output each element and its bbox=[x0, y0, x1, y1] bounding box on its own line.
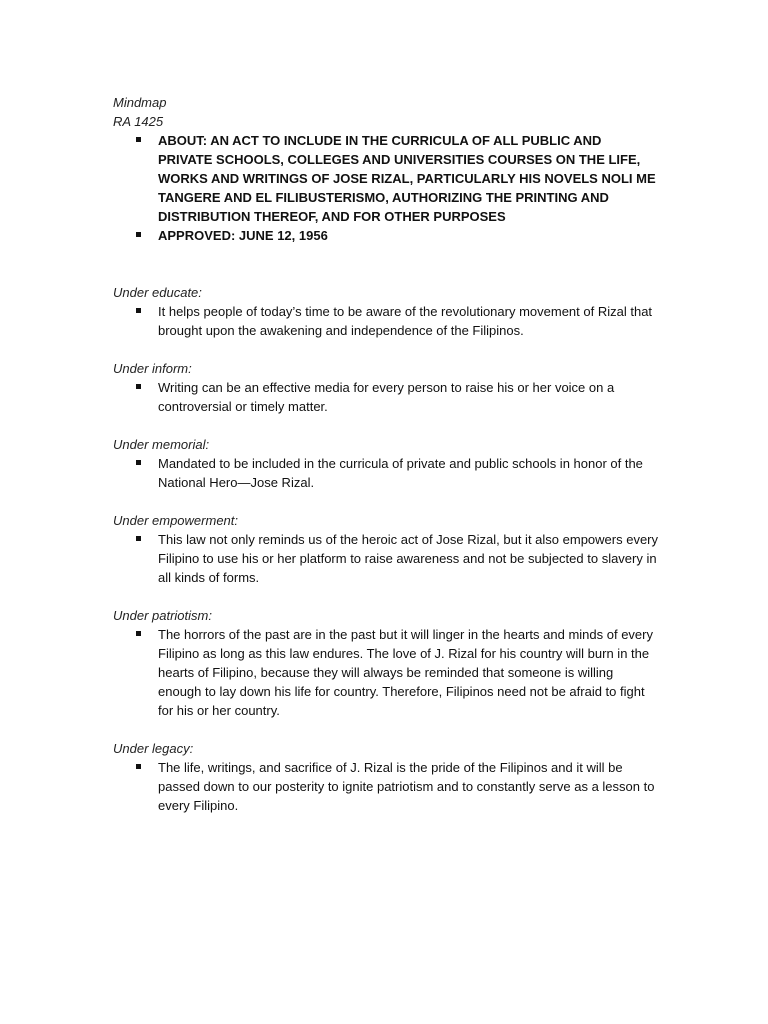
bullet-square-icon bbox=[136, 384, 141, 389]
section-heading-inform: Under inform: bbox=[113, 361, 192, 376]
section-text-legacy: The life, writings, and sacrifice of J. Rizal is the pride of the Filipinos and it will be passed down to our posterity to ignite patriotism and to constantly serve as a lesson to every Filipino. bbox=[158, 760, 655, 813]
document-page bbox=[113, 93, 658, 815]
about-list bbox=[113, 131, 658, 245]
section-list-memorial bbox=[113, 454, 658, 492]
list-item bbox=[158, 378, 658, 416]
section-list-empowerment bbox=[113, 530, 658, 587]
list-item bbox=[158, 454, 658, 492]
about-item-text: ABOUT: AN ACT TO INCLUDE IN THE CURRICULA OF ALL PUBLIC AND PRIVATE SCHOOLS, COLLEGES AND UNIVERSITIES COURSES ON THE LIFE, WORKS AND WRITINGS OF JOSE RIZAL, PARTICULARLY HIS NOVELS NOLI ME TANGERE AND EL FILIBUSTERISMO, AUTHORIZING THE PRINTING AND DISTRIBUTION THEREOF, AND FOR OTHER PURPOSES bbox=[158, 133, 656, 224]
approved-item-text: APPROVED: JUNE 12, 1956 bbox=[158, 228, 328, 243]
section-text-memorial: Mandated to be included in the curricula of private and public schools in honor of the National Hero—Jose Rizal. bbox=[158, 456, 643, 490]
bullet-square-icon bbox=[136, 764, 141, 769]
section-heading-educate: Under educate: bbox=[113, 285, 202, 300]
list-item bbox=[158, 530, 658, 587]
bullet-square-icon bbox=[136, 536, 141, 541]
section-heading-memorial: Under memorial: bbox=[113, 437, 210, 452]
bullet-square-icon bbox=[136, 308, 141, 313]
about-item bbox=[158, 131, 658, 226]
bullet-square-icon bbox=[136, 232, 141, 237]
law-code: RA 1425 bbox=[113, 114, 164, 129]
bullet-square-icon bbox=[136, 631, 141, 636]
list-item bbox=[158, 302, 658, 340]
bullet-square-icon bbox=[136, 137, 141, 142]
section-heading-patriotism: Under patriotism: bbox=[113, 608, 212, 623]
section-list-legacy bbox=[113, 758, 658, 815]
list-item bbox=[158, 625, 658, 720]
section-text-inform: Writing can be an effective media for every person to raise his or her voice on a controversial or timely matter. bbox=[158, 380, 615, 414]
bullet-square-icon bbox=[136, 460, 141, 465]
section-text-educate: It helps people of today’s time to be aware of the revolutionary movement of Rizal that brought upon the awakening and independence of the Filipinos. bbox=[158, 304, 653, 338]
document-title: Mindmap bbox=[113, 95, 167, 110]
section-heading-empowerment: Under empowerment: bbox=[113, 513, 238, 528]
section-list-inform bbox=[113, 378, 658, 416]
list-item bbox=[158, 758, 658, 815]
section-list-patriotism bbox=[113, 625, 658, 720]
section-list-educate bbox=[113, 302, 658, 340]
section-text-empowerment: This law not only reminds us of the heroic act of Jose Rizal, but it also empowers every Filipino to use his or her platform to raise awareness and not be subjected to slavery in all kinds of forms. bbox=[158, 532, 658, 585]
approved-item bbox=[158, 226, 658, 245]
section-heading-legacy: Under legacy: bbox=[113, 741, 194, 756]
section-text-patriotism: The horrors of the past are in the past but it will linger in the hearts and minds of every Filipino as long as this law endures. The love of J. Rizal for his country will burn in the hearts of Filipino, because they will always be reminded that someone is willing enough to lay down his life for country. Therefore, Filipinos need not be afraid to fight for his or her country. bbox=[158, 627, 653, 718]
